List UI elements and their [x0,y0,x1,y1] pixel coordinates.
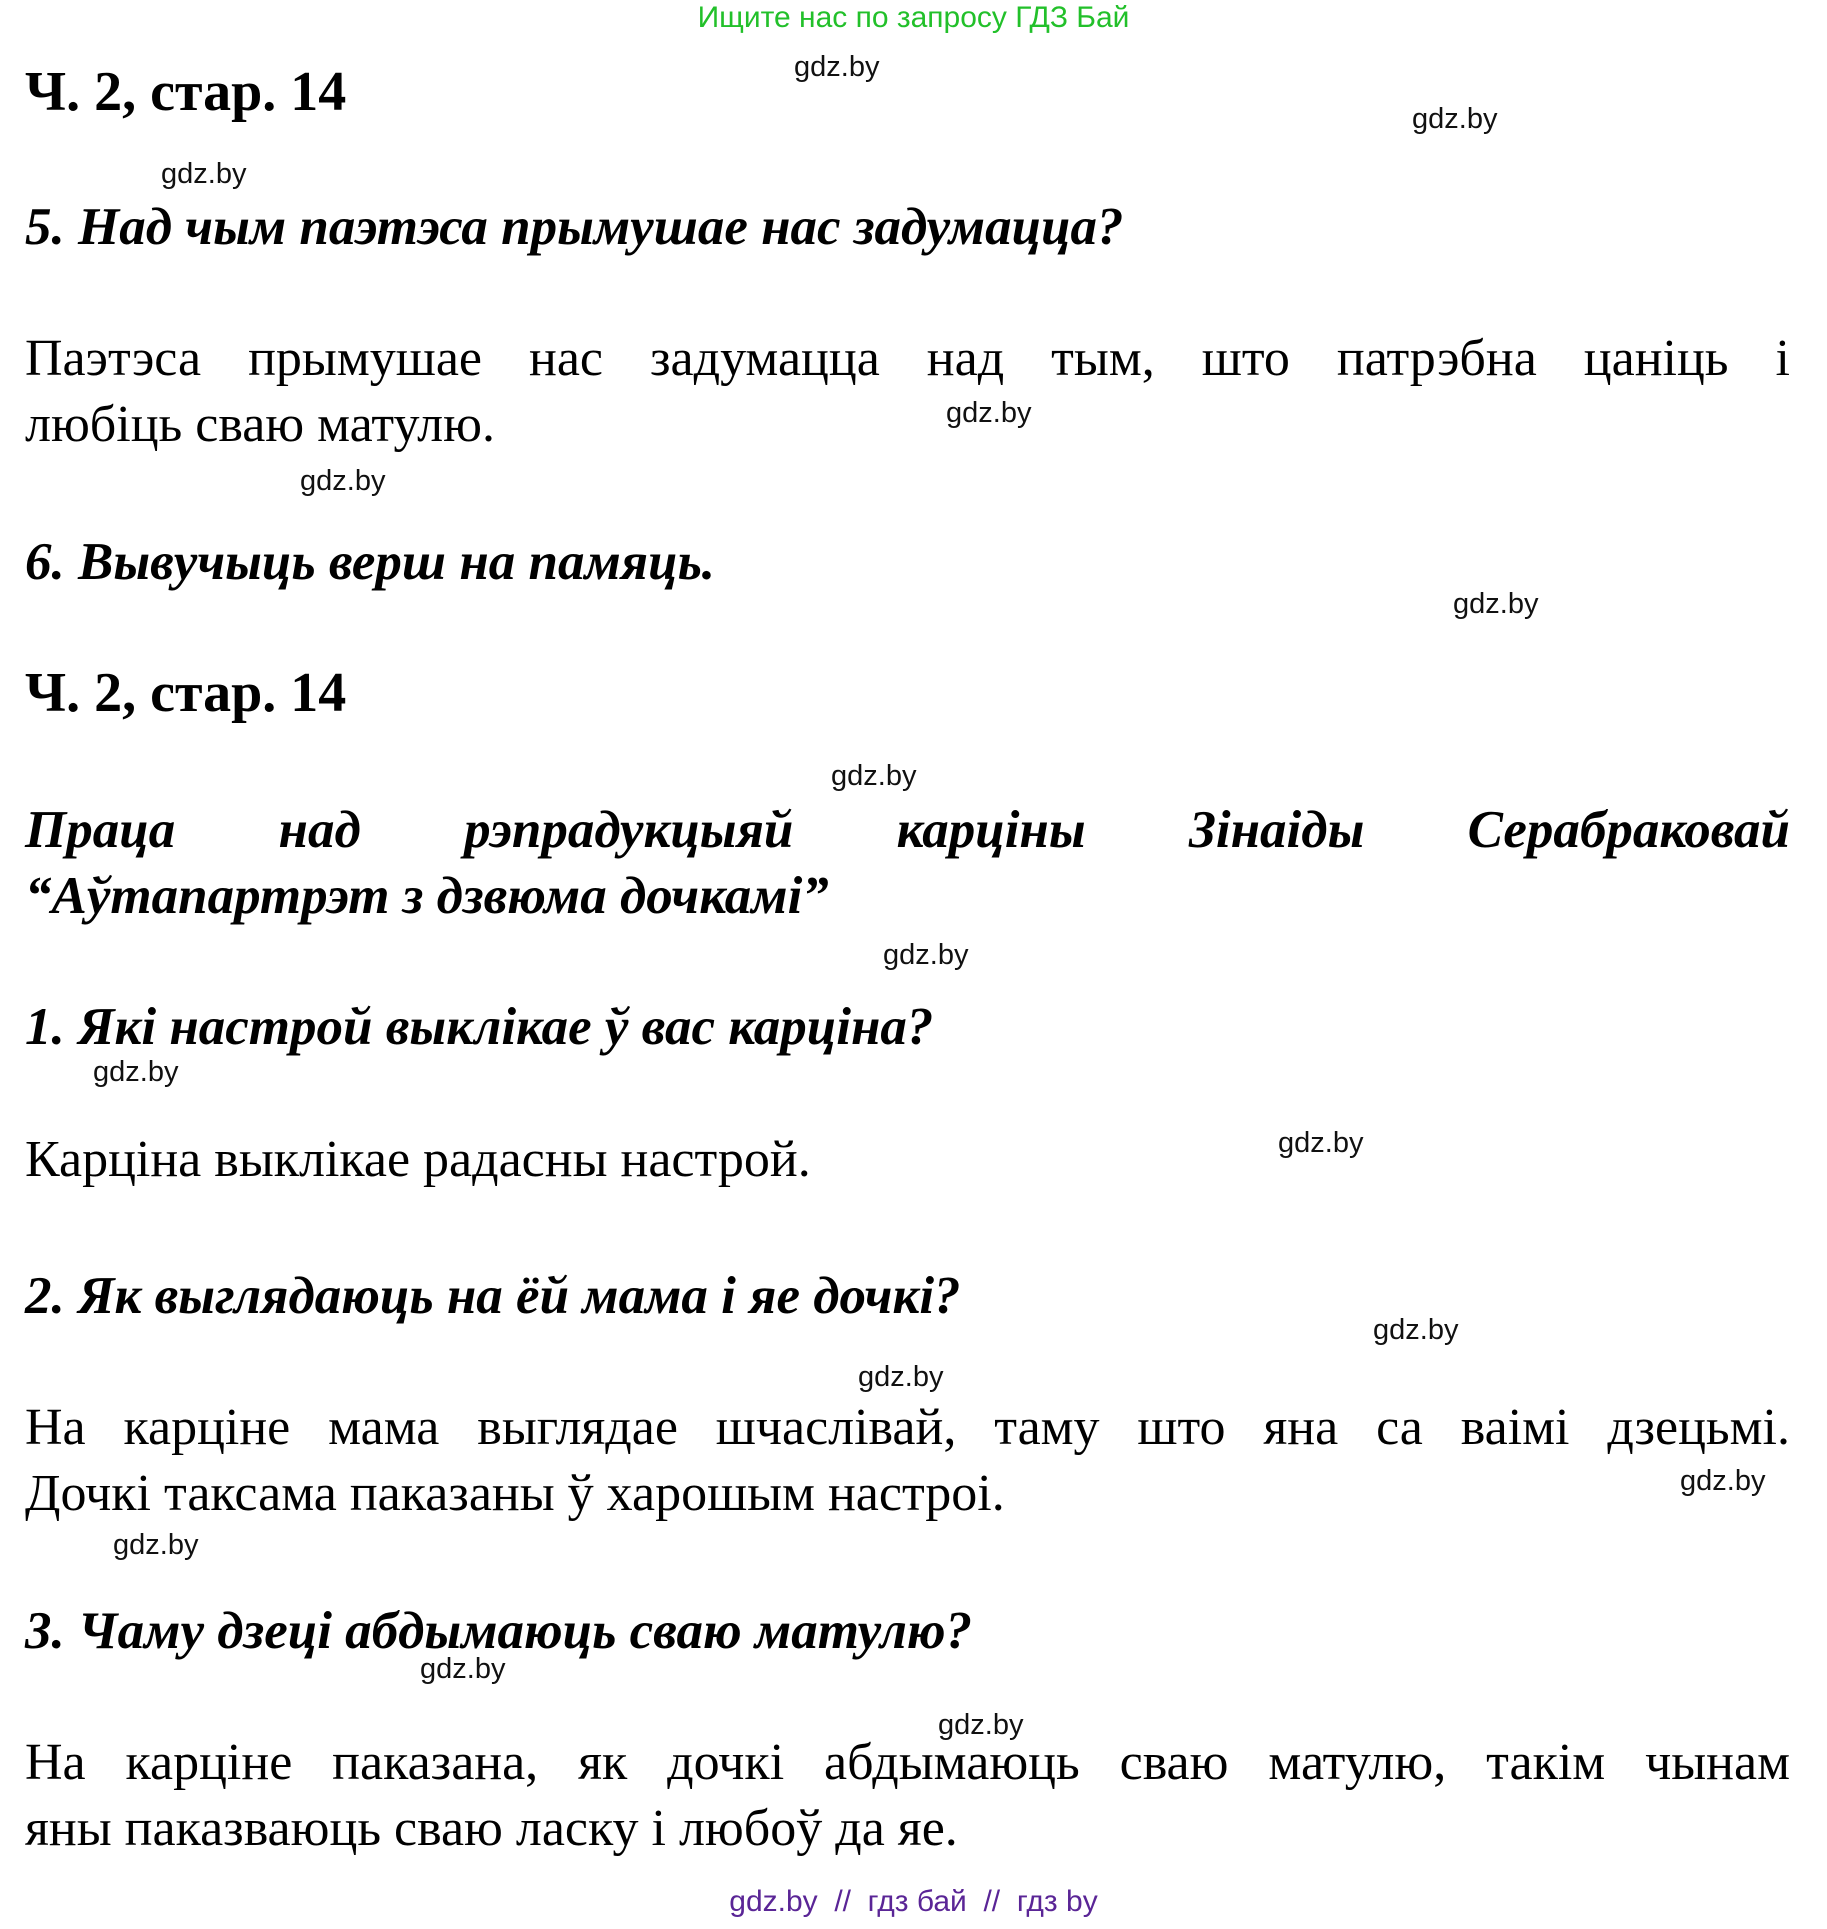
question-1: 1. Які настрой выклікае ў вас карціна? [25,998,934,1056]
watermark: gdz.by [831,760,917,792]
watermark: gdz.by [883,939,969,971]
watermark: gdz.by [1453,588,1539,620]
answer-1: Карціна выклікае радасны настрой. [25,1131,811,1188]
answer-5 [25,326,1790,458]
question-6: 6. Вывучыць верш на памяць. [25,533,716,591]
answer-3 [25,1730,1790,1862]
watermark: gdz.by [1373,1314,1459,1346]
watermark: gdz.by [794,51,880,83]
question-5: 5. Над чым паэтэса прымушае нас задумацца? [25,198,1124,256]
answer-line: яны паказваюць сваю ласку і любоў да яе. [25,1800,958,1857]
answer-line: Паэтэса прымушае нас задумацца над тым, што патрэбна цаніць і [25,330,1790,387]
answer-line: На карціне паказана, як дочкі абдымаюць сваю матулю, такім чынам [25,1734,1790,1791]
answer-line: На карціне мама выглядае шчаслівай, таму што яна са ваімі дзецьмі. [25,1399,1790,1456]
search-banner: Ищите нас по запросу ГДЗ Бай [697,1,1130,34]
watermark: gdz.by [946,397,1032,429]
topic-line: “Аўтапартрэт з дзвюма дочкамі” [25,867,829,925]
answer-line: Дочкі таксама паказаны ў харошым настроі. [25,1465,1005,1522]
watermark: gdz.by [420,1653,506,1685]
question-3: 3. Чаму дзеці абдымаюць сваю матулю? [25,1602,973,1660]
watermark: gdz.by [938,1709,1024,1741]
page-heading: Ч. 2, стар. 14 [25,61,347,123]
watermark: gdz.by [858,1361,944,1393]
answer-line: любіць сваю матулю. [25,396,495,453]
topic-line: Праца над рэпрадукцыяй карціны Зінаіды Серабраковай [25,801,1790,859]
watermark: gdz.by [93,1056,179,1088]
question-2: 2. Як выглядаюць на ёй мама і яе дочкі? [25,1267,961,1325]
page-heading: Ч. 2, стар. 14 [25,662,347,724]
watermark: gdz.by [1412,103,1498,135]
watermark: gdz.by [113,1529,199,1561]
footer-links[interactable]: gdz.by // гдз бай // гдз by [729,1885,1098,1918]
watermark: gdz.by [161,158,247,190]
topic-heading [25,797,1790,929]
watermark: gdz.by [1278,1127,1364,1159]
answer-2 [25,1395,1790,1527]
watermark: gdz.by [300,465,386,497]
watermark: gdz.by [1680,1465,1766,1497]
